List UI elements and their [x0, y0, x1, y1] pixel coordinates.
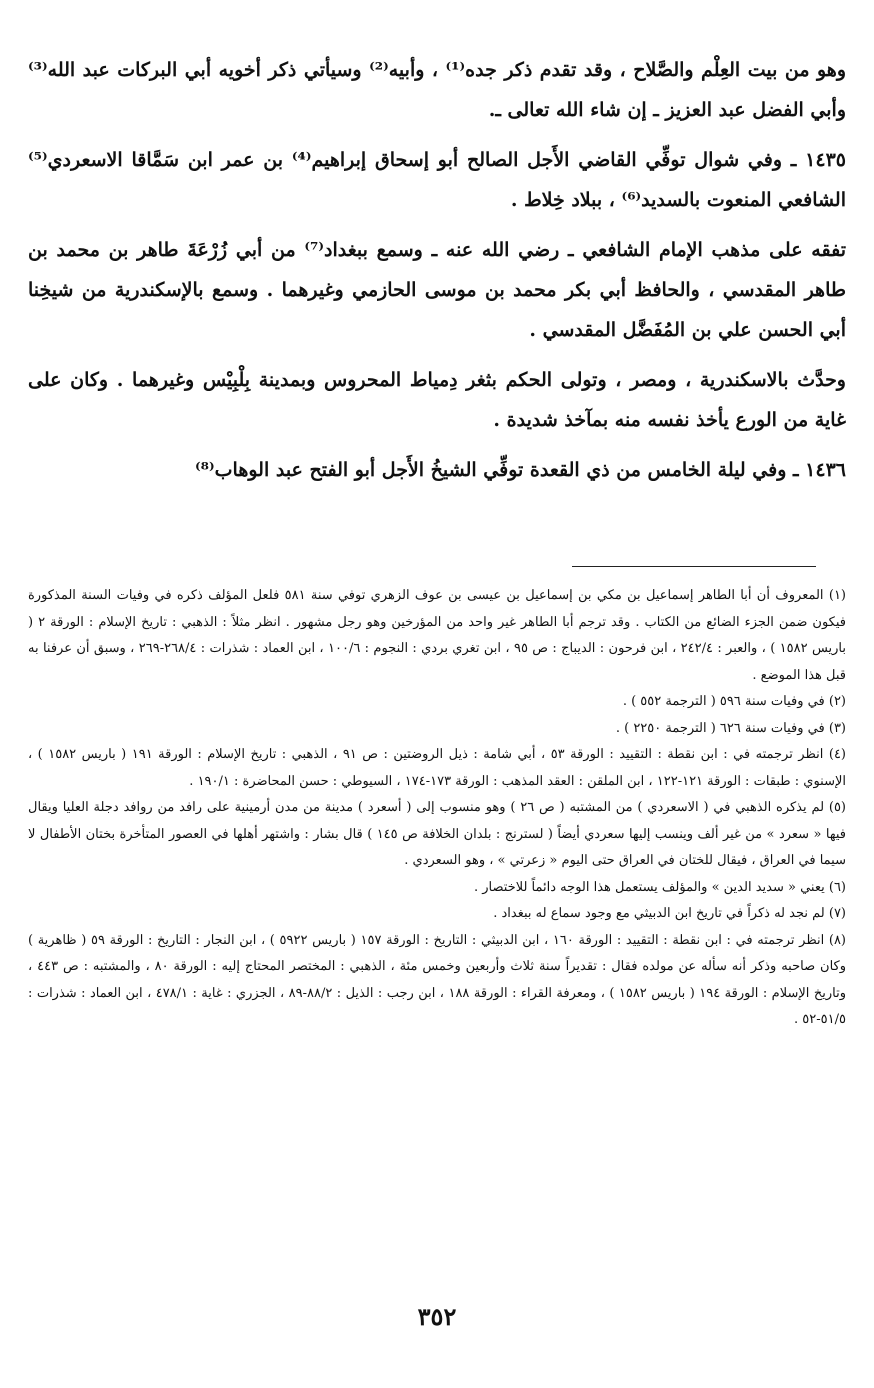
footnote-7: (٧) لم نجد له ذكراً في تاريخ ابن الدبيثي مع وجود سماع له ببغداد .	[493, 906, 846, 921]
footnote-3: (٣) في وفيات سنة ٦٢٦ ( الترجمة ٢٢٥٠ ) .	[615, 720, 846, 736]
body-paragraph-3: تفقه على مذهب الإمام الشافعي ـ رضي الله عنه ـ وسمع ببغداد⁽⁷⁾ من أبي زُرْعَةَ طاهر بن محمد بن طاهر المقدسي ، والحافظ أبي بكر محمد بن موسى الحازمي وغيرهما . وسمع بالإسكندرية من شيخِنا أبي الحسن علي بن المُفَضَّل المقدسي .	[28, 239, 846, 341]
body-paragraph-2: ١٤٣٥ ـ وفي شوال توفِّي القاضي الأَجل الصالح أبو إسحاق إبراهيم⁽⁴⁾ بن عمر ابن سَمَّاقا الاسعردي⁽⁵⁾ الشافعي المنعوت بالسديد⁽⁶⁾ ، ببلاد خِلاط .	[28, 149, 846, 211]
body-paragraph-1: وهو من بيت العِلْم والصَّلاح ، وقد تقدم ذكر جده⁽¹⁾ ، وأبيه⁽²⁾ وسيأتي ذكر أخويه أبي البركات عبد الله⁽³⁾ وأبي الفضل عبد العزيز ـ إن شاء الله تعالى ـ.	[28, 59, 846, 121]
footnote-2: (٢) في وفيات سنة ٥٩٦ ( الترجمة ٥٥٢ ) .	[622, 694, 846, 709]
footnote-6: (٦) يعني « سديد الدين » والمؤلف يستعمل هذا الوجه دائماً للاختصار .	[473, 879, 846, 895]
main-text	[28, 50, 846, 500]
footnote-8: (٨) انظر ترجمته في : ابن نقطة : التقييد : الورقة ١٦٠ ، ابن الدبيثي : التاريخ : الورقة ١٥٧ ( باريس ٥٩٢٢ ) ، ابن النجار : التاريخ : الورقة ٥٩ ( ظاهرية ) وكان صاحبه وذكر أنه سأله عن مولده فقال : تقديراً سنة ثلاث وأربعين وخمس مئة ، الذهبي : المختصر المحتاج إليه : الورقة ٨٠ ، والمشتبه : ص ٤٤٣ ، وتاريخ الإسلام : الورقة ١٩٤ ( باريس ١٥٨٢ ) ، ومعرفة القراء : الورقة ١٨٨ ، ابن رجب : الذيل : ٨٨/٢-٨٩ ، الجزري : غاية : ٤٧٨/١ ، ابن العماد : شذرات : ٥١/٥-٥٢ .	[28, 932, 847, 1027]
footnote-5: (٥) لم يذكره الذهبي في ( الاسعردي ) من المشتبه ( ص ٢٦ ) وهو منسوب إلى ( أسعرد ) مدينة من مدن أرمينية على رافد من روافد دجلة العليا ويقال فيها « سعرد » من غير ألف وينسب إليها سعردي أيضاً ( لسترنج : بلدان الخلافة ص ١٤٥ ) قال بشار : واشتهر أهلها في العصور المتأخرة بختان الأطفال لا سيما في العراق ، فيقال للختان في العراق حتى اليوم « زعرتي » ، وهو السعردي .	[28, 800, 846, 868]
page-number: ٣٥٢	[417, 1302, 457, 1331]
footnote-1: (١) المعروف أن أبا الطاهر إسماعيل بن مكي بن إسماعيل بن عيسى بن عوف الزهري توفي سنة ٥٨١ فلعل المؤلف ذكره في وفيات السنة المذكورة فيكون ضمن الجزء الضائع من الكتاب . وقد ترجم أبا الطاهر غير واحد من المؤرخين وهو رجل مشهور . انظر مثلاً : الذهبي : تاريخ الإسلام : الورقة ٢ ( باريس ١٥٨٢ ) ، والعبر : ٢٤٢/٤ ، ابن فرحون : الديباج : ص ٩٥ ، ابن تغري بردي : النجوم : ١٠٠/٦ ، ابن العماد : شذرات : ٢٦٨/٤-٢٦٩ ، وسبق أن عرفنا به قبل هذا الموضع .	[28, 588, 846, 683]
footnote-4: (٤) انظر ترجمته في : ابن نقطة : التقييد : الورقة ٥٣ ، أبي شامة : ذيل الروضتين : ص ٩١ ، الذهبي : تاريخ الإسلام : الورقة ١٩١ ( باريس ١٥٨٢ ) ، الإسنوي : طبقات : الورقة ١٢١-١٢٢ ، ابن الملقن : العقد المذهب : الورقة ١٧٣-١٧٤ ، السيوطي : حسن المحاضرة : ١٩٠/١ .	[28, 747, 846, 789]
body-paragraph-4: وحدَّث بالاسكندرية ، ومصر ، وتولى الحكم بثغر دِمياط المحروس وبمدينة بِلْبِيْس وغيرهما . وكان على غاية من الورع يأخذ نفسه منه بمآخذ شديدة .	[28, 369, 846, 431]
body-paragraph-5: ١٤٣٦ ـ وفي ليلة الخامس من ذي القعدة توفِّي الشيخُ الأَجل أبو الفتح عبد الوهاب⁽⁸⁾	[195, 459, 846, 481]
footnote-separator	[572, 566, 816, 567]
footnotes	[28, 583, 846, 1034]
